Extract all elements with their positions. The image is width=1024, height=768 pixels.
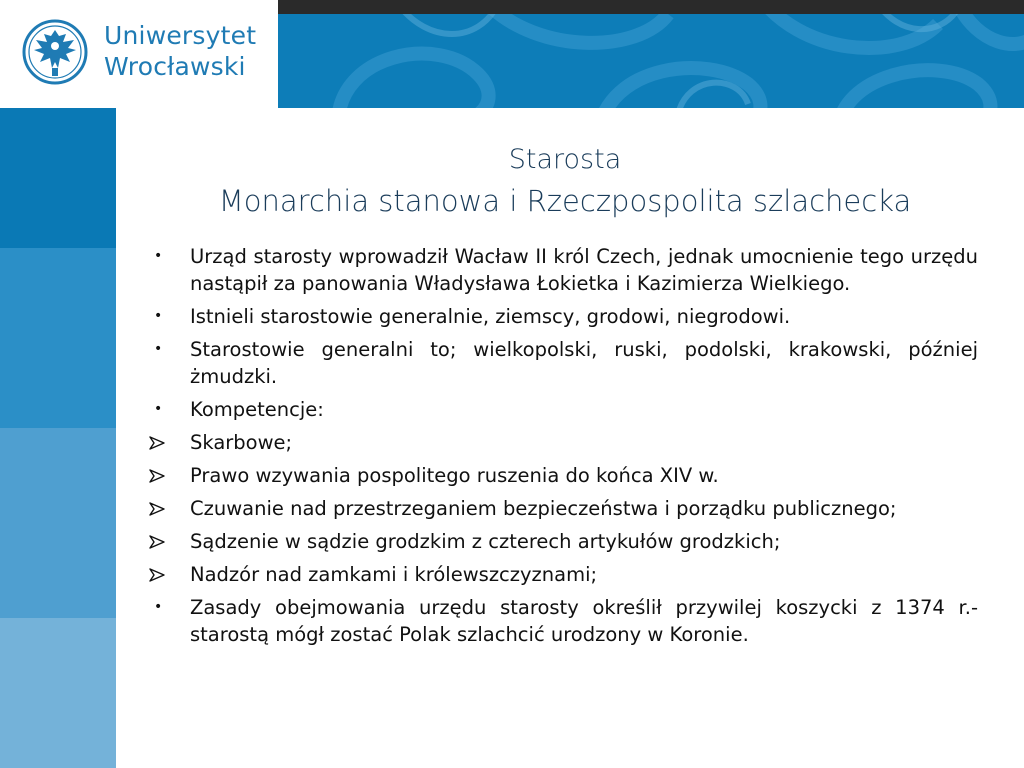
bullet-icon: • <box>154 308 163 324</box>
title-line-2: Monarchia stanowa i Rzeczpospolita szlachecka <box>218 184 912 218</box>
bullet-icon: • <box>154 401 163 417</box>
list-item-text: Prawo wzywania pospolitego ruszenia do końca XIV w. <box>190 464 719 487</box>
list-item <box>148 594 978 648</box>
list-item <box>148 396 978 423</box>
list-item-text: Starostowie generalni to; wielkopolski, ruski, podolski, krakowski, później żmudzki. <box>190 338 978 388</box>
bullet-icon: • <box>154 599 163 615</box>
list-item-text: Kompetencje: <box>190 398 324 421</box>
logo-text <box>104 20 256 82</box>
list-item <box>148 303 978 330</box>
list-item-text: Urząd starosty wprowadził Wacław II król Czech, jednak umocnienie tego urzędu nastąpił za panowania Władysława Łokietka i Kazimierza Wielkiego. <box>190 245 978 295</box>
list-item-text: Zasady obejmowania urzędu starosty określił przywilej koszycki z 1374 r.- starostą mógł zostać Polak szlachcić urodzony w Koronie. <box>190 596 978 646</box>
list-item <box>148 495 978 522</box>
list-item <box>148 462 978 489</box>
logo-line-1: Uniwersytet <box>104 21 257 50</box>
swirl-pattern <box>278 14 1024 108</box>
list-item <box>148 528 978 555</box>
list-item <box>148 243 978 297</box>
bullet-icon: • <box>154 248 163 264</box>
list-item-text: Skarbowe; <box>190 431 293 454</box>
slide-title <box>120 140 1010 222</box>
bullet-list <box>148 243 978 654</box>
list-item <box>148 429 978 456</box>
university-logo[interactable] <box>0 0 278 108</box>
list-item-text: Czuwanie nad przestrzeganiem bezpieczeństwa i porządku publicznego; <box>190 497 897 520</box>
bullet-icon: • <box>154 341 163 357</box>
left-stripe-2 <box>0 248 116 428</box>
header-banner <box>278 14 1024 108</box>
list-item-text: Sądzenie w sądzie grodzkim z czterech artykułów grodzkich; <box>190 530 781 553</box>
eagle-emblem-icon <box>22 16 88 88</box>
list-item-text: Istnieli starostowie generalnie, ziemscy, grodowi, niegrodowi. <box>190 305 791 328</box>
logo-line-2: Wrocławski <box>104 52 246 81</box>
list-item-text: Nadzór nad zamkami i królewszczyznami; <box>190 563 598 586</box>
list-item <box>148 336 978 390</box>
list-item <box>148 561 978 588</box>
left-stripe-3 <box>0 428 116 618</box>
left-stripe-1 <box>0 108 116 248</box>
left-stripe-4 <box>0 618 116 768</box>
top-bar <box>278 0 1024 14</box>
title-line-1: Starosta <box>508 144 622 175</box>
